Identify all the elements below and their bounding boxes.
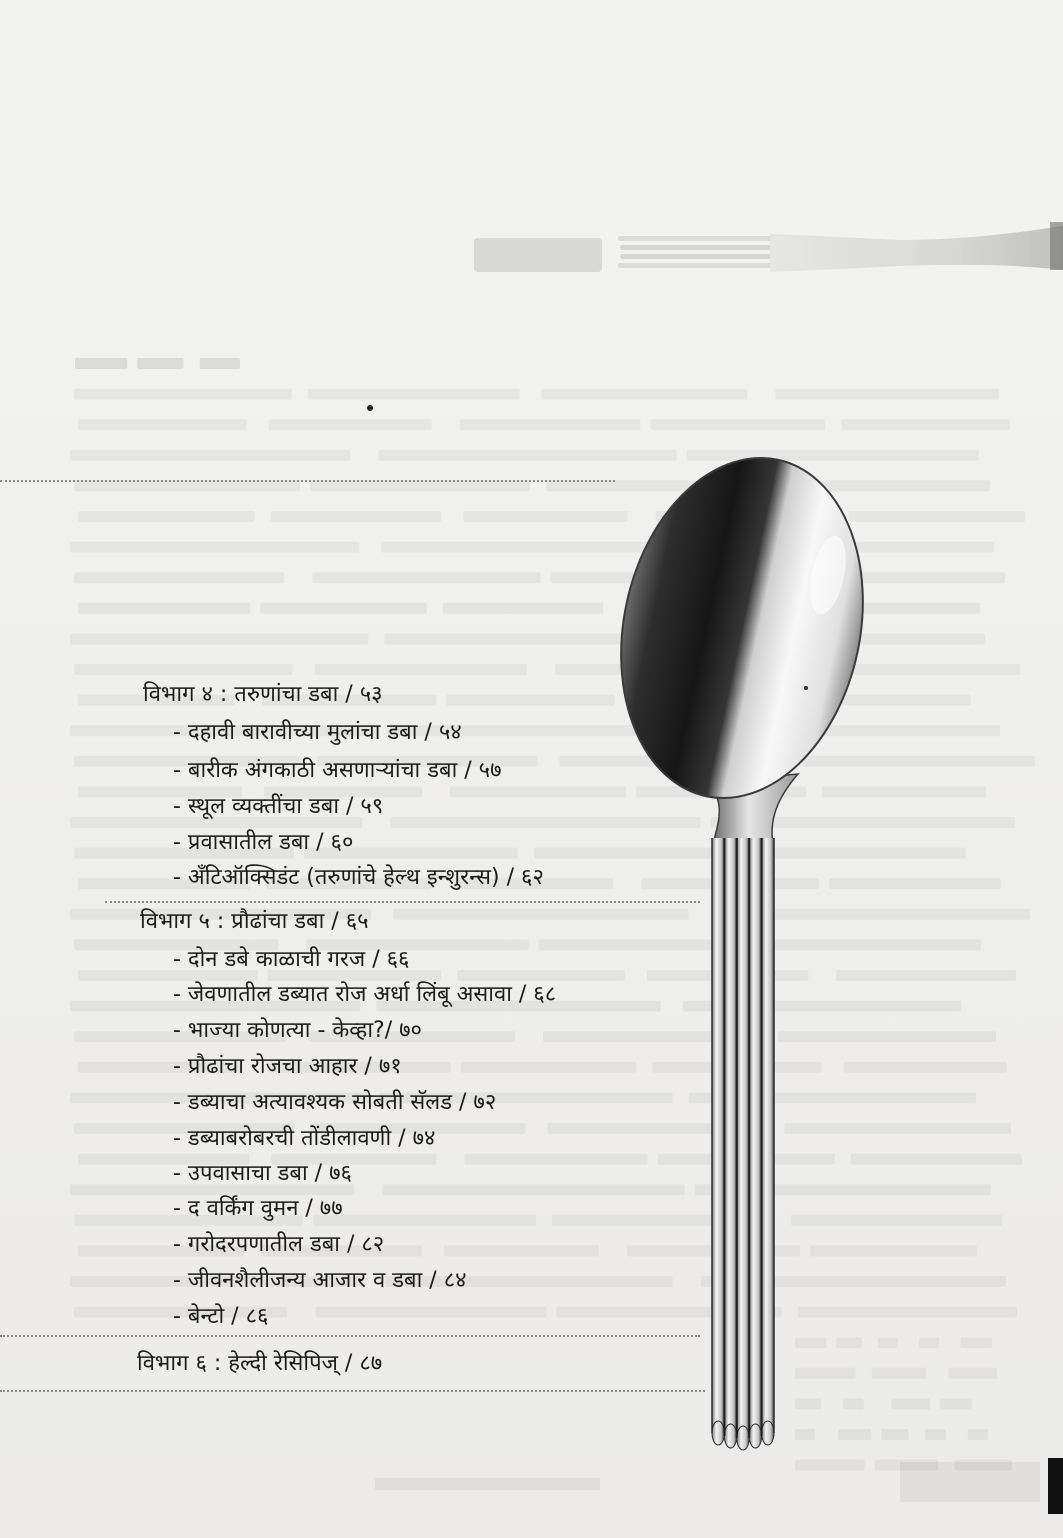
toc-item: - डब्याचा अत्यावश्यक सोबती सॅलड / ७२	[173, 1090, 497, 1115]
toc-item: - जेवणातील डब्यात रोज अर्धा लिंबू असावा / ६८	[173, 982, 557, 1007]
toc-item: - भाज्या कोणत्या - केव्हा?/ ७०	[173, 1018, 422, 1043]
toc-item: - उपवासाचा डबा / ७६	[173, 1161, 352, 1186]
toc-item: - गरोदरपणातील डबा / ८२	[173, 1232, 385, 1257]
toc-item: - बारीक अंगकाठी असणाऱ्यांचा डबा / ५७	[173, 758, 502, 783]
toc-item: - बेन्टो / ८६	[173, 1304, 269, 1329]
toc-item: - दोन डबे काळाची गरज / ६६	[173, 947, 410, 972]
toc-item: - प्रवासातील डबा / ६०	[173, 830, 354, 855]
toc-item: - अँटिऑक्सिडंट (तरुणांचे हेल्थ इन्शुरन्स) / ६२	[173, 865, 544, 890]
toc-item: - जीवनशैलीजन्य आजार व डबा / ८४	[173, 1268, 467, 1293]
toc-item: - डब्याबरोबरची तोंडीलावणी / ७४	[173, 1126, 436, 1151]
toc-item: - स्थूल व्यक्तींचा डबा / ५९	[173, 794, 384, 819]
toc-item: - द वर्किंग वुमन / ७७	[173, 1196, 343, 1221]
toc-item: - प्रौढांचा रोजचा आहार / ७१	[173, 1054, 402, 1079]
section-heading: विभाग ४ : तरुणांचा डबा / ५३	[143, 682, 383, 707]
section-heading: विभाग ६ : हेल्दी रेसिपिज् / ८७	[137, 1351, 383, 1376]
toc-item: - दहावी बारावीच्या मुलांचा डबा / ५४	[173, 720, 462, 745]
section-heading: विभाग ५ : प्रौढांचा डबा / ६५	[140, 909, 369, 934]
